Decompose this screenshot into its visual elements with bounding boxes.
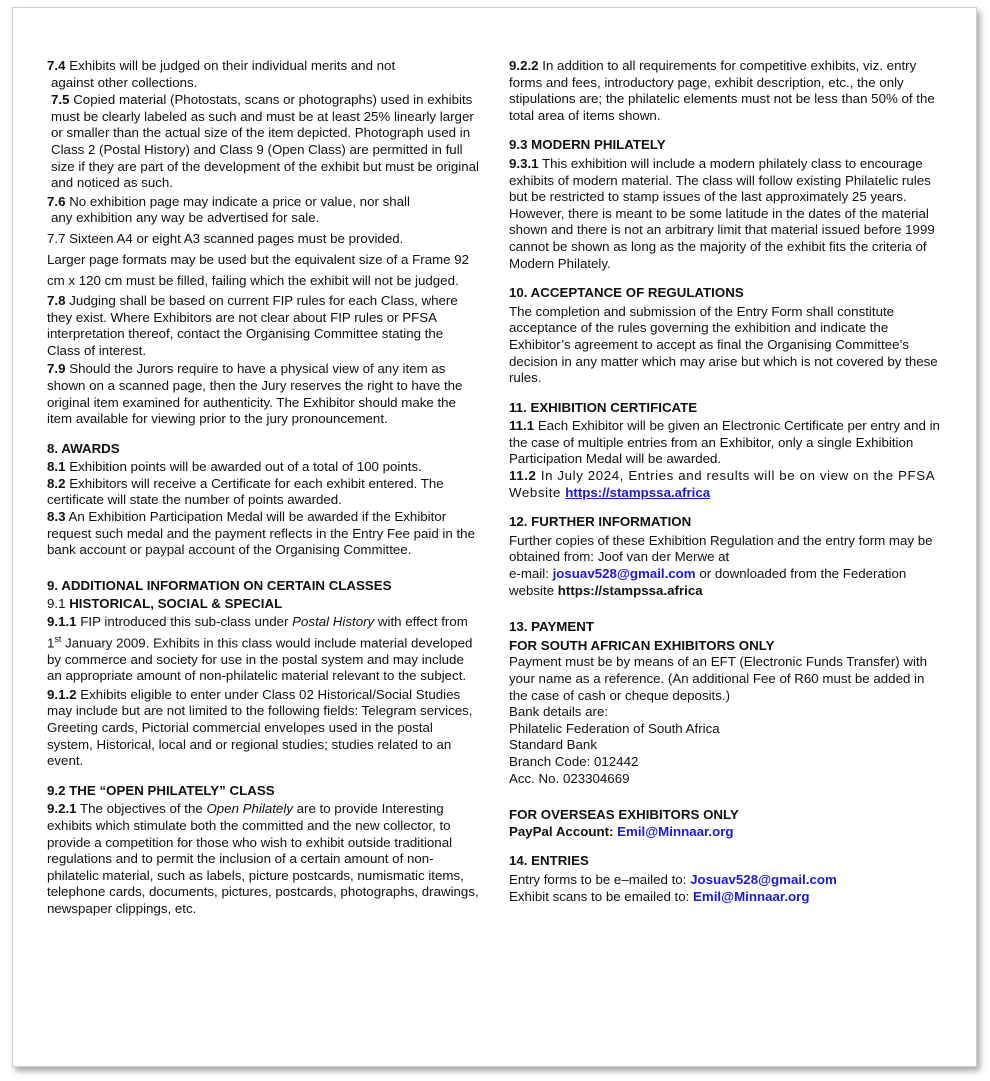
account-number: Acc. No. 023304669 <box>509 770 630 786</box>
heading-certificate: 11. EXHIBITION CERTIFICATE <box>509 399 698 415</box>
subheading-south-african: FOR SOUTH AFRICAN EXHIBITORS ONLY <box>509 637 775 653</box>
bank-details-label: Bank details are: <box>509 704 609 720</box>
entries-email-link[interactable]: Josuav528@gmail.com <box>690 871 837 887</box>
heading-acceptance: 10. ACCEPTANCE OF REGULATIONS <box>509 285 744 301</box>
subheading-overseas: FOR OVERSEAS EXHIBITORS ONLY <box>509 807 739 823</box>
subheading-historical: 9.1 HISTORICAL, SOCIAL & SPECIAL <box>47 596 283 612</box>
section-7-8: 7.8 Judging shall be based on current FIP rules for each Class, where they exist. Where Exhibitors are not clear about FIP rules or PFSA interpretation thereof, contact the Organising Committee stating the Class of interest. <box>47 292 458 358</box>
paypal-line: PayPal Account: Emil@Minnaar.org <box>509 823 734 839</box>
right-column <box>509 58 941 905</box>
heading-additional-info: 9. ADDITIONAL INFORMATION ON CERTAIN CLASSES <box>47 577 392 593</box>
paypal-email-link[interactable]: Emil@Minnaar.org <box>617 823 734 839</box>
bank-name: Standard Bank <box>509 737 597 753</box>
entries-line-1: Entry forms to be e–mailed to: Josuav528@gmail.com <box>509 871 837 887</box>
payment-text: Payment must be by means of an EFT (Electronic Funds Transfer) with your name as a reference. (An additional Fee of R60 must be added in the case of cash or cheque deposits.) <box>509 654 928 703</box>
section-8-2: 8.2 Exhibitors will receive a Certificate for each exhibit entered. The certificate will state the number of points awarded. <box>47 475 444 508</box>
acceptance-text: The completion and submission of the Entry Form shall constitute acceptance of the rules governing the exhibition and indicate the Exhibitor’s agreement to accept as final the Organising Committee’s decision in any matter which may arise but which is not covered by these rules. <box>509 303 938 386</box>
scans-email-link[interactable]: Emil@Minnaar.org <box>693 888 810 904</box>
section-7-4: 7.4 Exhibits will be judged on their individual merits and not against other collections. <box>47 58 396 90</box>
section-7-7: 7.7 Sixteen A4 or eight A3 scanned pages must be provided. Larger page formats may be used but the equivalent size of a Frame 92 cm x 120 cm must be filled, failing which the exhibit will not be judged. <box>47 230 470 288</box>
left-column <box>47 58 479 918</box>
heading-further-info: 12. FURTHER INFORMATION <box>509 514 692 530</box>
section-9-1-2: 9.1.2 Exhibits eligible to enter under Class 02 Historical/Social Studies may include but are not limited to the following fields: Telegram services, Greeting cards, Pictorial commercial envelopes used in the postal system, Historical, local and or regional studies; studies related to an event. <box>47 686 473 769</box>
section-8-1: 8.1 Exhibition points will be awarded out of a total of 100 points. <box>47 459 422 475</box>
section-9-3-1: 9.3.1 This exhibition will include a modern philately class to encourage exhibits of modern material. The class will follow existing Philatelic rules but be restricted to stamp issues of the last approximately 25 years. However, there is meant to be some latitude in the dates of the material shown and there is not an arbitrary limit that material issued before 1999 cannot be shown as long as the majority of the exhibit fits the criteria of Modern Philately. <box>509 155 935 271</box>
regulations-page <box>12 7 977 1067</box>
federation-website-link[interactable]: https://stampssa.africa <box>557 582 703 598</box>
section-8-3: 8.3 An Exhibition Participation Medal will be awarded if the Exhibitor request such medal and the payment reflects in the Entry Fee paid in the bank account or paypal account of the Organising Committee. <box>47 509 475 558</box>
section-7-6: 7.6 No exhibition page may indicate a price or value, nor shall any exhibition any way be advertised for sale. <box>47 193 410 226</box>
section-7-9: 7.9 Should the Jurors require to have a physical view of any item as shown on a scanned page, then the Jury reserves the right to have the original item examined for authenticity. The Exhibitor should make the item available for viewing prior to the jury pronouncement. <box>47 361 463 427</box>
section-9-2-2: 9.2.2 In addition to all requirements for competitive exhibits, viz. entry forms and fees, introductory page, exhibit description, etc., the only stipulations are; the philatelic elements must not be less than 50% of the total area of items shown. <box>509 58 935 123</box>
further-info-text: Further copies of these Exhibition Regulation and the entry form may be obtained from: Joof van der Merwe at e-mail: josuav528@gmail.com or downloaded from the Federation website https://stampssa.africa <box>509 532 933 598</box>
bank-account-name: Philatelic Federation of South Africa <box>509 720 720 736</box>
branch-code: Branch Code: 012442 <box>509 753 639 769</box>
pfsa-website-link[interactable]: https://stampssa.africa <box>565 484 711 500</box>
heading-open-philately: 9.2 THE “OPEN PHILATELY” CLASS <box>47 782 275 798</box>
section-11-2: 11.2 In July 2024, Entries and results will be on view on the PFSA Website https://stampssa.africa <box>509 468 935 500</box>
section-9-2-1: 9.2.1 The objectives of the Open Philately are to provide Interesting exhibits which stimulate both the committed and the new collector, to provide a competition for those who wish to exhibit outside traditional regulations and to permit the inclusion of a certain amount of non-philatelic material, such as labels, picture postcards, numismatic items, telephone cards, documents, pictures, postcards, photographs, drawings, newspaper clippings, etc. <box>47 801 479 916</box>
heading-entries: 14. ENTRIES <box>509 853 589 869</box>
heading-awards: 8. AWARDS <box>47 440 120 456</box>
heading-payment: 13. PAYMENT <box>509 619 594 635</box>
section-9-1-1: 9.1.1 FIP introduced this sub-class under Postal History with effect from 1st January 2009. Exhibits in this class would include material developed by commerce and society for use in the postal system and may include an appropriate amount of non-philatelic material relevant to the subject. <box>47 614 473 684</box>
section-7-5: 7.5 Copied material (Photostats, scans or photographs) used in exhibits must be clearly labeled as such and must be at least 25% linearly larger or smaller than the actual size of the item depicted. Photograph used in Class 2 (Postal History) and Class 9 (Open Class) are permitted in full size if they are part of the development of the exhibit but must be original and noticed as such. <box>51 92 479 191</box>
heading-modern-philately: 9.3 MODERN PHILATELY <box>509 137 666 153</box>
josuav-email-link[interactable]: josuav528@gmail.com <box>552 566 696 582</box>
section-11-1: 11.1 Each Exhibitor will be given an Electronic Certificate per entry and in the case of multiple entries from an Exhibitor, only a single Exhibition Participation Medal will be awarded. <box>509 418 940 467</box>
entries-line-2: Exhibit scans to be emailed to: Emil@Minnaar.org <box>509 888 810 904</box>
